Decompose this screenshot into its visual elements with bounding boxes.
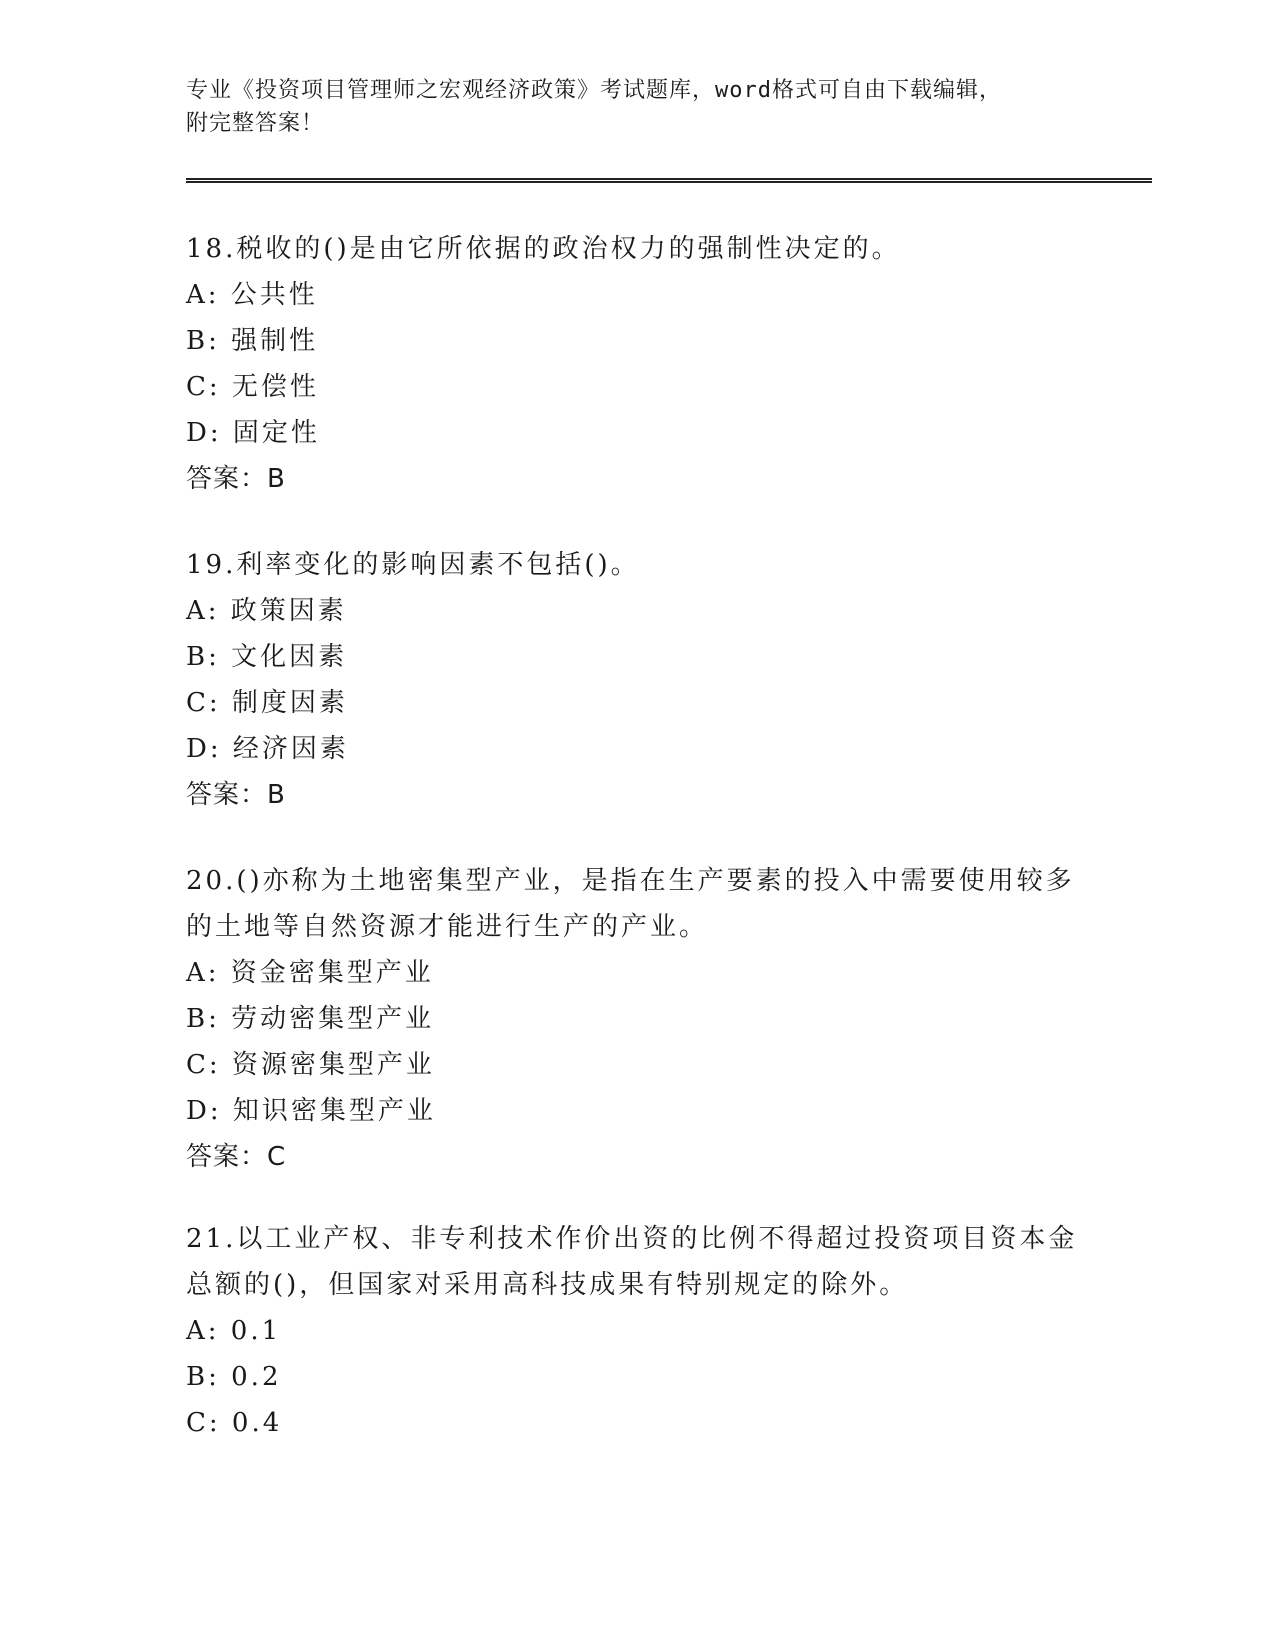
answer: 答案：B (186, 464, 286, 494)
header-line-2: 附完整答案！ (186, 111, 325, 136)
option-b: B: 劳动密集型产业 (186, 1004, 435, 1034)
question-19 (186, 542, 1086, 818)
option-b: B: 0.2 (186, 1362, 282, 1392)
option-c: C: 制度因素 (186, 688, 348, 718)
option-b: B: 文化因素 (186, 642, 348, 672)
option-c: C: 资源密集型产业 (186, 1050, 435, 1080)
answer: 答案：B (186, 780, 286, 810)
question-stem: 19.利率变化的影响因素不包括()。 (186, 550, 640, 580)
option-d: D: 固定性 (186, 418, 320, 448)
option-c: C: 无偿性 (186, 372, 319, 402)
option-a: A: 政策因素 (186, 596, 347, 626)
option-d: D: 知识密集型产业 (186, 1096, 436, 1126)
question-stem: 21.以工业产权、非专利技术作价出资的比例不得超过投资项目资本金总额的()，但国家对采用高科技成果有特别规定的除外。 (186, 1224, 1078, 1300)
question-stem: 20.()亦称为土地密集型产业，是指在生产要素的投入中需要使用较多的土地等自然资源才能进行生产的产业。 (186, 866, 1075, 942)
option-d: D: 经济因素 (186, 734, 349, 764)
question-18 (186, 226, 1086, 502)
document-header (186, 74, 1086, 140)
header-line-1: 专业《投资项目管理师之宏观经济政策》考试题库，word格式可自由下载编辑， (186, 78, 1002, 103)
header-double-rule (186, 178, 1152, 183)
option-a: A: 资金密集型产业 (186, 958, 434, 988)
question-21 (186, 1216, 1086, 1446)
option-a: A: 0.1 (186, 1316, 282, 1346)
answer: 答案：C (186, 1142, 287, 1172)
option-b: B: 强制性 (186, 326, 319, 356)
question-stem: 18.税收的()是由它所依据的政治权力的强制性决定的。 (186, 234, 901, 264)
question-20 (186, 858, 1086, 1180)
option-a: A: 公共性 (186, 280, 318, 310)
option-c: C: 0.4 (186, 1408, 283, 1438)
